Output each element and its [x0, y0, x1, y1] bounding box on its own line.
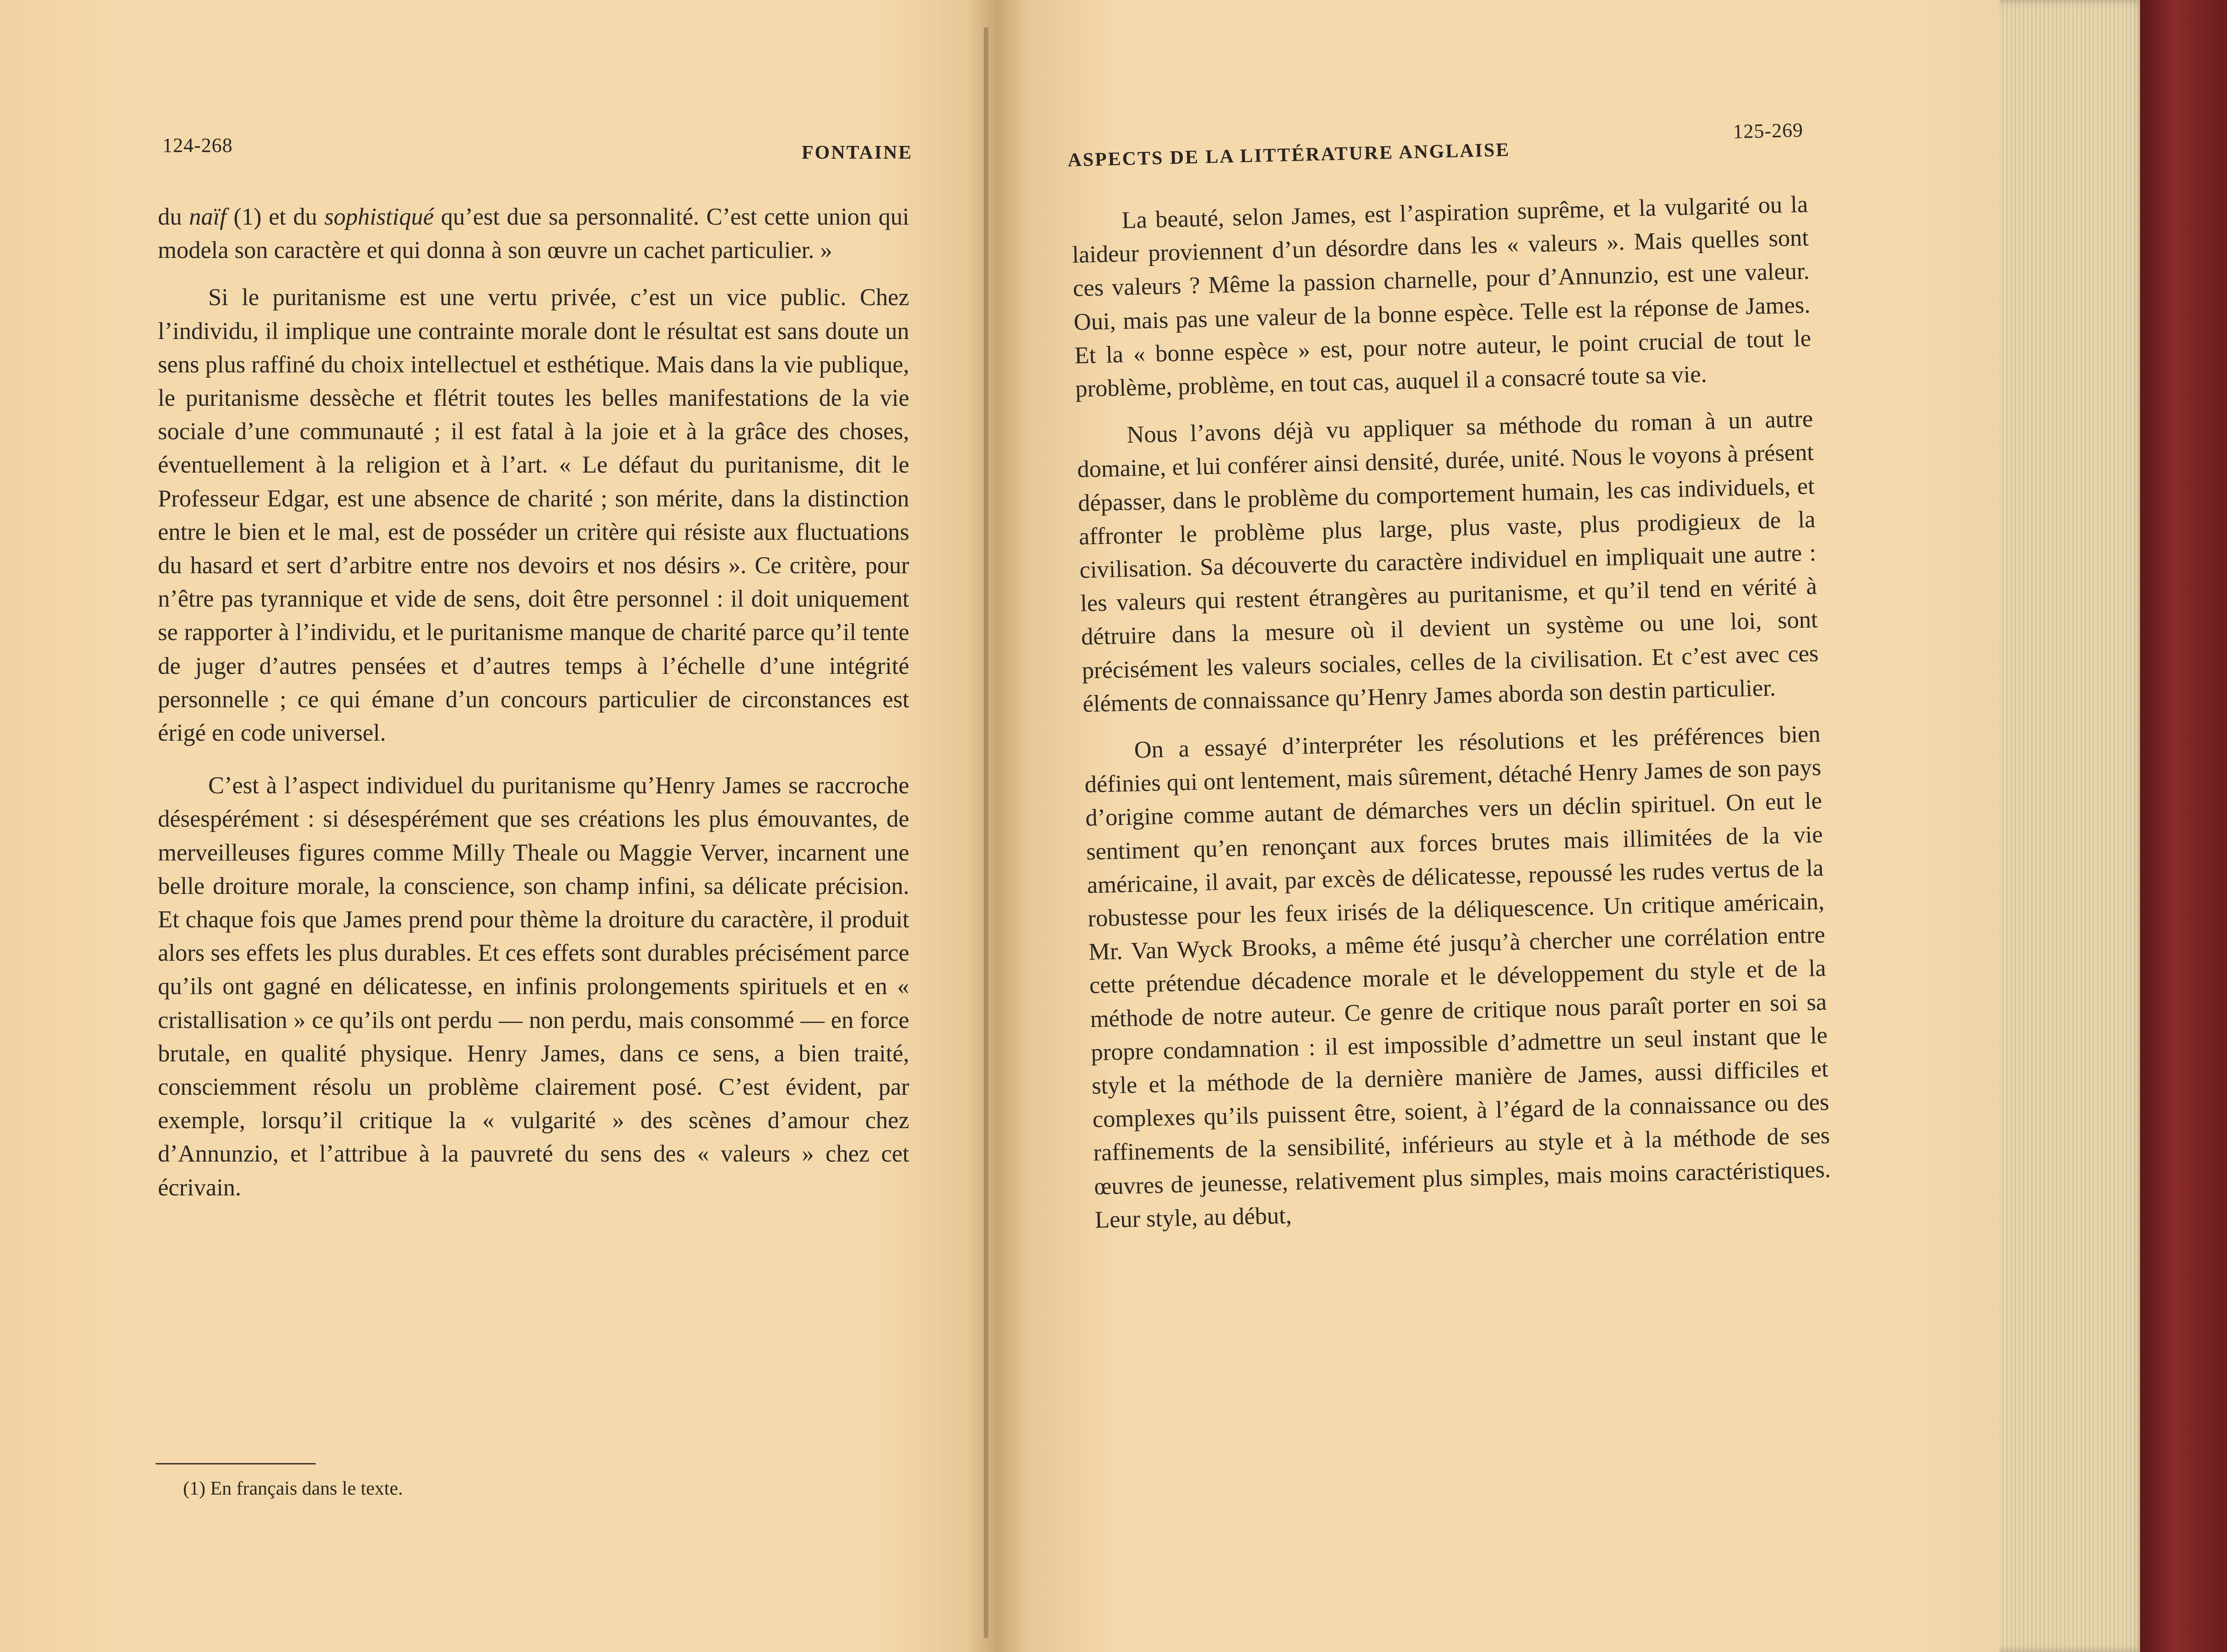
right-page — [998, 0, 2004, 1652]
right-paragraph-3: On a essayé d’interpréter les résolutions et les préférences bien définies qui ont lentement, mais sûrement, détaché Henry James de son pays d’origine comme autant de démarches vers un déclin spirituel. On eut le sentiment qu’en renonçant aux forces brutes mais illimitées de la vie américaine, il avait, par excès de délicatesse, repoussé les rudes vertus de la robustesse pour les feux irisés de la déliquescence. Un critique américain, Mr. Van Wyck Brooks, a même été jusqu’à chercher une corrélation entre cette prétendue décadence morale et le développement du style et de la méthode de notre auteur. Ce genre de critique nous paraît porter en soi sa propre condamnation : il est impossible d’admettre un seul instant que le style et la méthode de la dernière manière de James, aussi difficiles et complexes qu’ils puissent être, soient, à l’égard de la connaissance ou des raffinements de la sensibilité, inférieurs au style et à la méthode de ses œuvres de jeunesse, relativement plus simples, mais moins caractéristiques. Leur style, au début, — [1084, 721, 1831, 1233]
italic-word: naïf — [189, 204, 226, 230]
right-page-content — [998, 0, 2004, 1652]
left-running-head: FONTAINE — [802, 142, 913, 163]
footnote: (1) En français dans le texte. — [183, 1478, 403, 1499]
left-page-number: 124-268 — [162, 134, 233, 156]
book-binding — [2140, 0, 2227, 1652]
left-paragraph-1: du naïf (1) et du sophistiqué qu’est due sa personnalité. C’est cette union qui modela son caractère et qui donna à son œuvre un cachet particulier. » — [158, 204, 909, 264]
right-paragraph-2: Nous l’avons déjà vu appliquer sa méthode du roman à un autre domaine, et lui conférer ainsi densité, durée, unité. Nous le voyons à présent dépasser, dans le problème du comportement humain, les cas individuels, et affronter le problème plus large, plus vaste, plus prodigieux de la civilisation. Sa découverte du caractère individuel en impliquait une autre : les valeurs qui restent étrangères au puritanisme, et qu’il tend en vérité à détruire dans la mesure où il devient un système ou une loi, sont précisément les valeurs sociales, celles de la civilisation. Et c’est avec ces éléments de connaissance qu’Henry James aborda son destin particulier. — [1077, 405, 1819, 717]
right-body-text — [1071, 188, 1832, 1237]
page-block-edge — [2000, 0, 2146, 1652]
left-paragraph-2: Si le puritanisme est une vertu privée, c’est un vice public. Chez l’individu, il implique une contrainte morale dont le résultat est sans doute un sens plus raffiné du choix intellectuel et esthétique. Mais dans la vie publique, le puritanisme dessèche et flétrit toutes les belles manifestations de la vie sociale d’une communauté ; il est fatal à la joie et à la grâce des choses, éventuellement à la religion et à l’art. « Le défaut du puritanisme, dit le Professeur Edgar, est une absence de charité ; son mérite, dans la distinction entre le bien et le mal, est de posséder un critère qui résiste aux fluctuations du hasard et sert d’arbitre entre nos devoirs et nos désirs ». Ce critère, pour n’être pas tyrannique et vide de sens, doit être personnel : il doit uniquement se rapporter à l’individu, et le puritanisme manque de charité parce qu’il tente de juger d’autres pensées et d’autres temps à l’échelle d’une intégrité personnelle ; ce qui émane d’un concours particulier de circonstances est érigé en code universel. — [158, 284, 909, 747]
gutter-shadow — [984, 27, 988, 1638]
left-page — [0, 0, 998, 1652]
footnote-rule — [156, 1463, 316, 1464]
right-paragraph-1: La beauté, selon James, est l’aspiration suprême, et la vulgarité ou la laideur proviennent d’un désordre dans les « valeurs ». Mais quelles sont ces valeurs ? Même la passion charnelle, pour d’Annunzio, est une valeur. Oui, mais pas une valeur de la bonne espèce. Telle est la réponse de James. Et la « bonne espèce » est, pour notre auteur, le point crucial de tout le problème, problème, en tout cas, auquel il a consacré toute sa vie. — [1072, 191, 1812, 403]
italic-word: sophistiqué — [324, 204, 434, 230]
left-body-text — [158, 200, 909, 1205]
right-page-number: 125-269 — [1732, 118, 1804, 143]
right-running-head: ASPECTS DE LA LITTÉRATURE ANGLAISE — [1067, 139, 1510, 171]
left-paragraph-3: C’est à l’aspect individuel du puritanisme qu’Henry James se raccroche désespérément : si désespérément que ses créations les plus émouvantes, de merveilleuses figures comme Milly Theale ou Maggie Verver, incarnent une belle droiture morale, la conscience, son champ infini, sa délicate précision. Et chaque fois que James prend pour thème la droiture du caractère, il produit alors ses effets les plus durables. Et ces effets sont durables précisément parce qu’ils ont gagné en délicatesse, en infinis prolongements spirituels et en « cristallisation » ce qu’ils ont perdu — non perdu, mais consommé — en force brutale, en qualité physique. Henry James, dans ce sens, a bien traité, consciemment résolu un problème clairement posé. C’est évident, par exemple, lorsqu’il critique la « vulgarité » des scènes d’amour chez d’Annunzio, et l’attribue à la pauvreté du sens des « valeurs » chez cet écrivain. — [158, 772, 909, 1201]
